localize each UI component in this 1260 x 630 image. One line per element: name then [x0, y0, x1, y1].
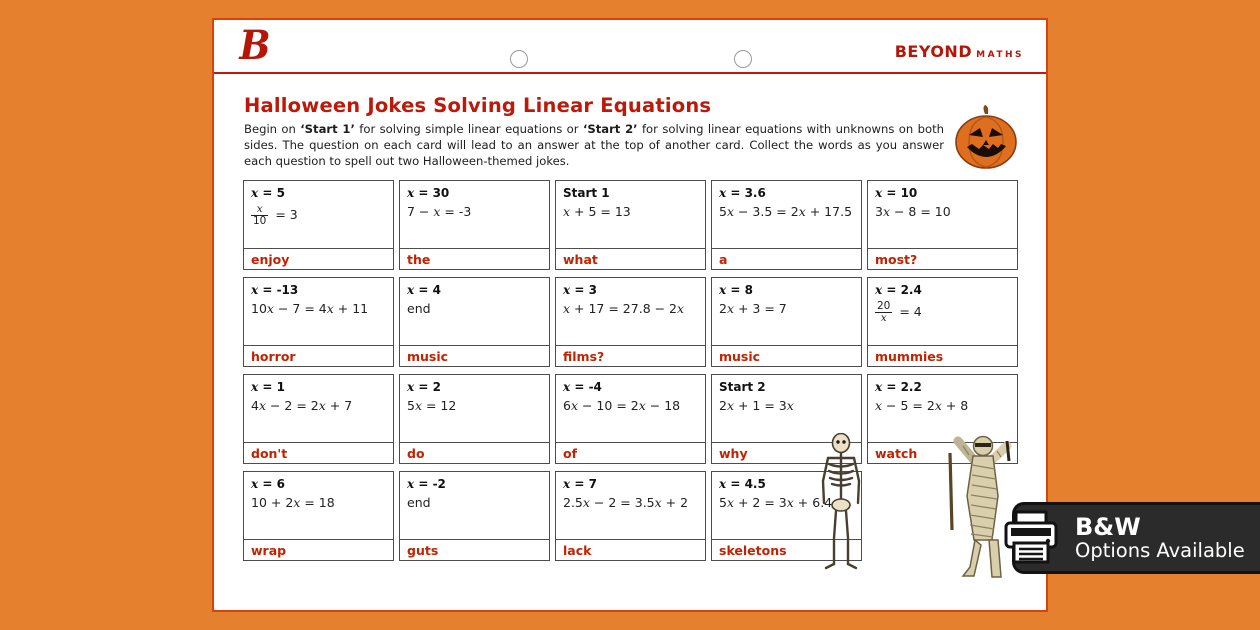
card-joke-word: don't	[244, 442, 393, 463]
card-equation: $\frac{20}{x}$ = 4	[877, 300, 922, 325]
card-equation: 5x − 3.5 = 2x + 17.5	[719, 204, 853, 219]
intro-segment: Begin on	[244, 122, 301, 136]
card-joke-word: music	[400, 345, 549, 366]
card-joke-word: a	[712, 248, 861, 269]
card-equation: 10x − 7 = 4x + 11	[251, 301, 369, 316]
equation-card	[555, 277, 706, 367]
card-answer-label: x = 6	[251, 477, 285, 491]
card-joke-word: what	[556, 248, 705, 269]
card-equation: x − 5 = 2x + 8	[875, 398, 969, 413]
card-equation: $\frac{x}{10}$ = 3	[253, 203, 298, 228]
card-joke-word: do	[400, 442, 549, 463]
equation-card	[399, 471, 550, 561]
card-joke-word: skeletons	[712, 539, 861, 560]
card-equation: x + 5 = 13	[563, 204, 631, 219]
card-joke-word: horror	[244, 345, 393, 366]
card-joke-word: mummies	[868, 345, 1017, 366]
hole-punch-icon	[734, 50, 752, 68]
page-title: Halloween Jokes Solving Linear Equations	[244, 94, 712, 117]
equation-card	[555, 180, 706, 270]
card-joke-word: music	[712, 345, 861, 366]
card-answer-label: x = -13	[251, 283, 299, 297]
card-joke-word: films?	[556, 345, 705, 366]
card-answer-label: x = 2	[407, 380, 441, 394]
beyond-logo-icon: B	[239, 22, 271, 69]
equation-card	[243, 374, 394, 464]
equation-card	[399, 180, 550, 270]
printer-icon	[1001, 509, 1061, 567]
brand-primary: BEYOND	[894, 42, 973, 61]
equation-card	[243, 277, 394, 367]
equation-card	[555, 374, 706, 464]
card-answer-label: x = -4	[563, 380, 602, 394]
card-answer-label: x = 3	[563, 283, 597, 297]
equation-card	[399, 374, 550, 464]
card-joke-word: of	[556, 442, 705, 463]
card-equation: 2.5x − 2 = 3.5x + 2	[563, 495, 689, 510]
card-joke-word: guts	[400, 539, 549, 560]
fraction: $\frac{20}{x}$	[877, 300, 891, 325]
card-joke-word: the	[400, 248, 549, 269]
card-answer-label: x = 2.2	[875, 380, 922, 394]
card-equation: 2x + 1 = 3x	[719, 398, 794, 413]
card-equation: 7 − x = -3	[407, 204, 472, 219]
card-answer-label: x = 4.5	[719, 477, 766, 491]
badge-title: B&W	[1075, 512, 1141, 541]
equation-card	[711, 277, 862, 367]
card-equation: end	[407, 301, 431, 316]
card-joke-word: wrap	[244, 539, 393, 560]
intro-bold-term: ‘Start 2’	[582, 122, 638, 136]
intro-segment: for solving simple linear equations or	[354, 122, 583, 136]
equation-card	[243, 180, 394, 270]
badge-text	[1075, 512, 1245, 562]
card-equation: 2x + 3 = 7	[719, 301, 787, 316]
card-joke-word: most?	[868, 248, 1017, 269]
hole-punch-icon	[510, 50, 528, 68]
card-answer-label: x = -2	[407, 477, 446, 491]
intro-segment: for solving linear equations with unknowns on both sides. The question on each card will lead to an answer at the top of another card. Collect the words as you answer each question to spell out two Halloween-themed jokes.	[244, 122, 945, 168]
equation-card	[867, 277, 1018, 367]
header-divider	[214, 72, 1046, 74]
card-equation: 10 + 2x = 18	[251, 495, 335, 510]
badge-subtitle: Options Available	[1075, 538, 1245, 562]
card-equation: 4x − 2 = 2x + 7	[251, 398, 353, 413]
pumpkin-icon	[952, 104, 1020, 170]
card-equation: 5x + 2 = 3x + 6.4	[719, 495, 833, 510]
equation-card	[867, 180, 1018, 270]
card-answer-label: Start 2	[719, 380, 766, 394]
card-answer-label: x = 8	[719, 283, 753, 297]
fraction: $\frac{x}{10}$	[253, 203, 267, 228]
card-equation: 3x − 8 = 10	[875, 204, 951, 219]
intro-text	[244, 121, 944, 169]
card-equation: end	[407, 495, 431, 510]
card-answer-label: x = 7	[563, 477, 597, 491]
card-joke-word: enjoy	[244, 248, 393, 269]
card-answer-label: x = 3.6	[719, 186, 766, 200]
card-equation: x + 17 = 27.8 − 2x	[563, 301, 685, 316]
cards-grid	[243, 180, 1018, 561]
card-answer-label: x = 30	[407, 186, 450, 200]
card-answer-label: x = 2.4	[875, 283, 922, 297]
intro-bold-term: ‘Start 1’	[300, 122, 355, 136]
card-equation: 5x = 12	[407, 398, 457, 413]
brand-secondary: MATHS	[976, 50, 1024, 60]
card-equation: 6x − 10 = 2x − 18	[563, 398, 681, 413]
equation-card	[399, 277, 550, 367]
skeleton-illustration	[818, 433, 864, 577]
card-answer-label: x = 4	[407, 283, 441, 297]
card-joke-word: lack	[556, 539, 705, 560]
equation-card	[243, 471, 394, 561]
brand-wordmark	[895, 42, 1024, 61]
card-answer-label: x = 1	[251, 380, 285, 394]
card-answer-label: Start 1	[563, 186, 610, 200]
card-joke-word: why	[712, 442, 861, 463]
card-answer-label: x = 10	[875, 186, 918, 200]
equation-card	[711, 180, 862, 270]
card-joke-word: watch	[868, 442, 1017, 463]
card-answer-label: x = 5	[251, 186, 285, 200]
bw-options-badge[interactable]	[1012, 502, 1260, 574]
equation-card	[555, 471, 706, 561]
worksheet-page	[212, 18, 1048, 612]
